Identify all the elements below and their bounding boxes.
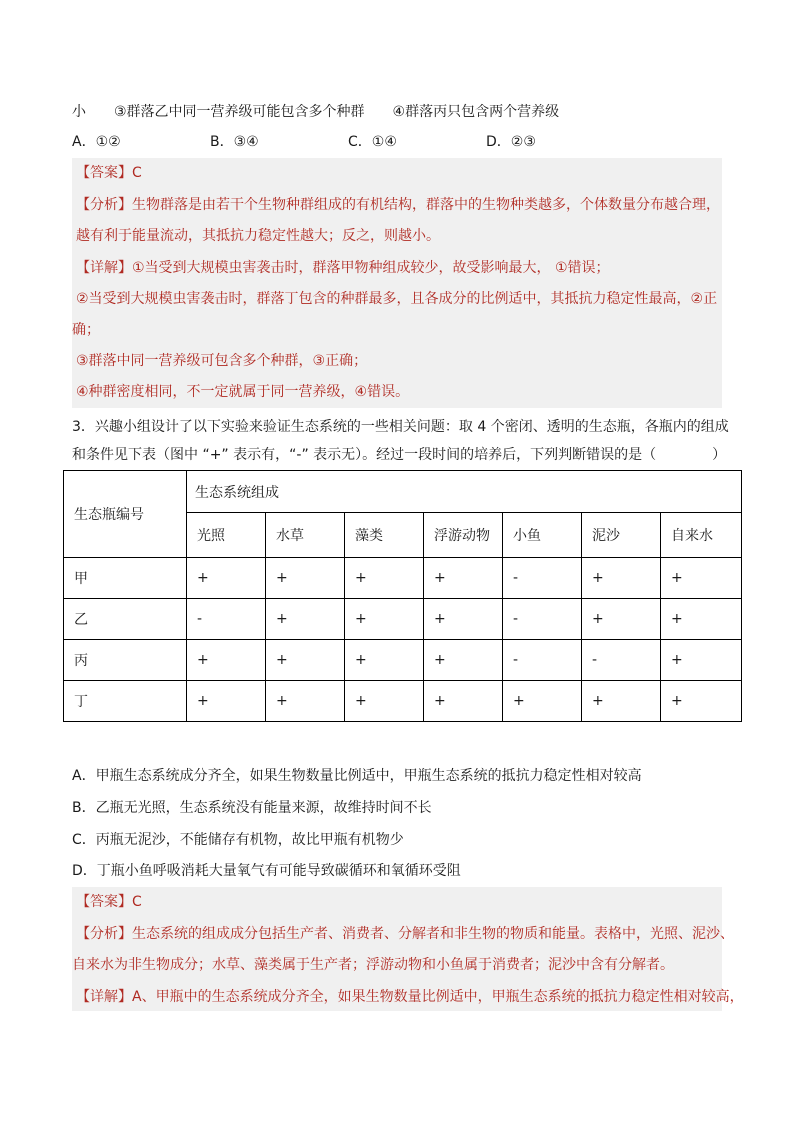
- table-cell: +: [424, 599, 503, 640]
- table-cell: +: [345, 640, 424, 681]
- analysis-text: 生物群落是由若干个生物种群组成的有机结构，群落中的生物种类越多，个体数量分布越合理，: [132, 197, 720, 213]
- table-cell: +: [661, 640, 742, 681]
- answer-tag: 【答案】: [76, 894, 132, 910]
- q2-detail-line-1: [76, 258, 610, 278]
- q3-stem-line-2: 和条件见下表（图中 “+” 表示有，“-” 表示无）。经过一段时间的培养后，下列判断错误的是（ ）: [72, 447, 727, 463]
- q3-stem-line-1: 3．兴趣小组设计了以下实验来验证生态系统的一些相关问题：取 4 个密闭、透明的生态瓶，各瓶内的组成: [72, 419, 729, 435]
- q2-detail-line-3: 确；: [72, 322, 100, 338]
- table-cell: +: [266, 558, 345, 599]
- table-cell: -: [503, 640, 582, 681]
- ecosystem-table: [63, 470, 742, 722]
- detail-tag: 【详解】: [76, 989, 132, 1005]
- answer-tag: 【答案】: [76, 165, 132, 181]
- detail-text: ①当受到大规模虫害袭击时，群落甲物种组成较少，故受影响最大， ①错误；: [132, 260, 610, 276]
- table-row: [64, 558, 742, 599]
- table-cell: +: [424, 640, 503, 681]
- table-row-header: 生态瓶编号: [64, 471, 187, 558]
- table-cell: +: [582, 599, 661, 640]
- q3-analysis-line-2: 自来水为非生物成分；水草、藻类属于生产者；浮游动物和小鱼属于消费者；泥沙中含有分解者。: [72, 957, 674, 973]
- analysis-tag: 【分析】: [76, 926, 132, 942]
- table-cell: +: [582, 681, 661, 722]
- table-cell: +: [661, 558, 742, 599]
- table-cell: +: [266, 599, 345, 640]
- column-header: 小鱼: [503, 513, 582, 558]
- table-row: [64, 681, 742, 722]
- table-cell: +: [661, 599, 742, 640]
- q3-option-c: C．丙瓶无泥沙，不能储存有机物，故比甲瓶有机物少: [72, 832, 404, 848]
- table-cell: -: [187, 599, 266, 640]
- q3-option-a: A．甲瓶生态系统成分齐全，如果生物数量比例适中，甲瓶生态系统的抵抗力稳定性相对较高: [72, 768, 642, 784]
- q2-detail-line-4: ③群落中同一营养级可包含多个种群，③正确；: [76, 353, 368, 369]
- table-cell: +: [345, 599, 424, 640]
- table-cell: +: [661, 681, 742, 722]
- column-header: 泥沙: [582, 513, 661, 558]
- q2-analysis-line-2: 越有利于能量流动，其抵抗力稳定性越大；反之，则越小。: [76, 228, 440, 244]
- table-cell: +: [187, 640, 266, 681]
- detail-tag: 【详解】: [76, 260, 132, 276]
- table-cell: +: [424, 558, 503, 599]
- q2-option-c: C．①④: [348, 134, 397, 150]
- q2-option-a: A．①②: [72, 134, 121, 150]
- column-header: 自来水: [661, 513, 742, 558]
- column-header: 光照: [187, 513, 266, 558]
- table-cell: +: [345, 681, 424, 722]
- table-cell: +: [187, 558, 266, 599]
- table-cell: +: [424, 681, 503, 722]
- q2-detail-line-5: ④种群密度相同，不一定就属于同一营养级，④错误。: [76, 384, 410, 400]
- q3-option-d: D．丁瓶小鱼呼吸消耗大量氧气有可能导致碳循环和氧循环受阻: [72, 863, 461, 879]
- row-name: 丁: [64, 681, 187, 722]
- table-cell: -: [582, 640, 661, 681]
- table-cell: +: [345, 558, 424, 599]
- q3-analysis-line-1: [76, 924, 734, 944]
- q2-analysis-line-1: [76, 195, 720, 215]
- q2-option-b: B．③④: [210, 134, 259, 150]
- column-header: 浮游动物: [424, 513, 503, 558]
- q3-answer: [76, 892, 142, 912]
- table-cell: +: [266, 681, 345, 722]
- table-row: [64, 599, 742, 640]
- detail-text: A、甲瓶中的生态系统成分齐全，如果生物数量比例适中，甲瓶生态系统的抵抗力稳定性相对较高，: [132, 989, 744, 1005]
- q2-option-d: D．②③: [486, 134, 536, 150]
- analysis-text: 生态系统的组成成分包括生产者、消费者、分解者和非生物的物质和能量。表格中，光照、泥沙、: [132, 926, 734, 942]
- row-name: 乙: [64, 599, 187, 640]
- answer-value: C: [132, 894, 142, 910]
- q3-option-b: B．乙瓶无光照，生态系统没有能量来源，故维持时间不长: [72, 800, 432, 816]
- table-cell: +: [582, 558, 661, 599]
- table-cell: -: [503, 558, 582, 599]
- answer-value: C: [132, 165, 142, 181]
- q3-detail-line-1: [76, 987, 744, 1007]
- table-cell: -: [503, 599, 582, 640]
- row-name: 甲: [64, 558, 187, 599]
- column-header: 水草: [266, 513, 345, 558]
- column-header: 藻类: [345, 513, 424, 558]
- q2-answer: [76, 163, 142, 183]
- q2-detail-line-2: ②当受到大规模虫害袭击时，群落丁包含的种群最多，且各成分的比例适中，其抵抗力稳定性最高，②正: [76, 291, 718, 307]
- table-cell: +: [503, 681, 582, 722]
- q2-statement-line: 小 ③群落乙中同一营养级可能包含多个种群 ④群落丙只包含两个营养级: [72, 104, 560, 120]
- table-group-header: 生态系统组成: [187, 471, 742, 513]
- row-name: 丙: [64, 640, 187, 681]
- table-cell: +: [266, 640, 345, 681]
- table-cell: +: [187, 681, 266, 722]
- analysis-tag: 【分析】: [76, 197, 132, 213]
- table-row: [64, 640, 742, 681]
